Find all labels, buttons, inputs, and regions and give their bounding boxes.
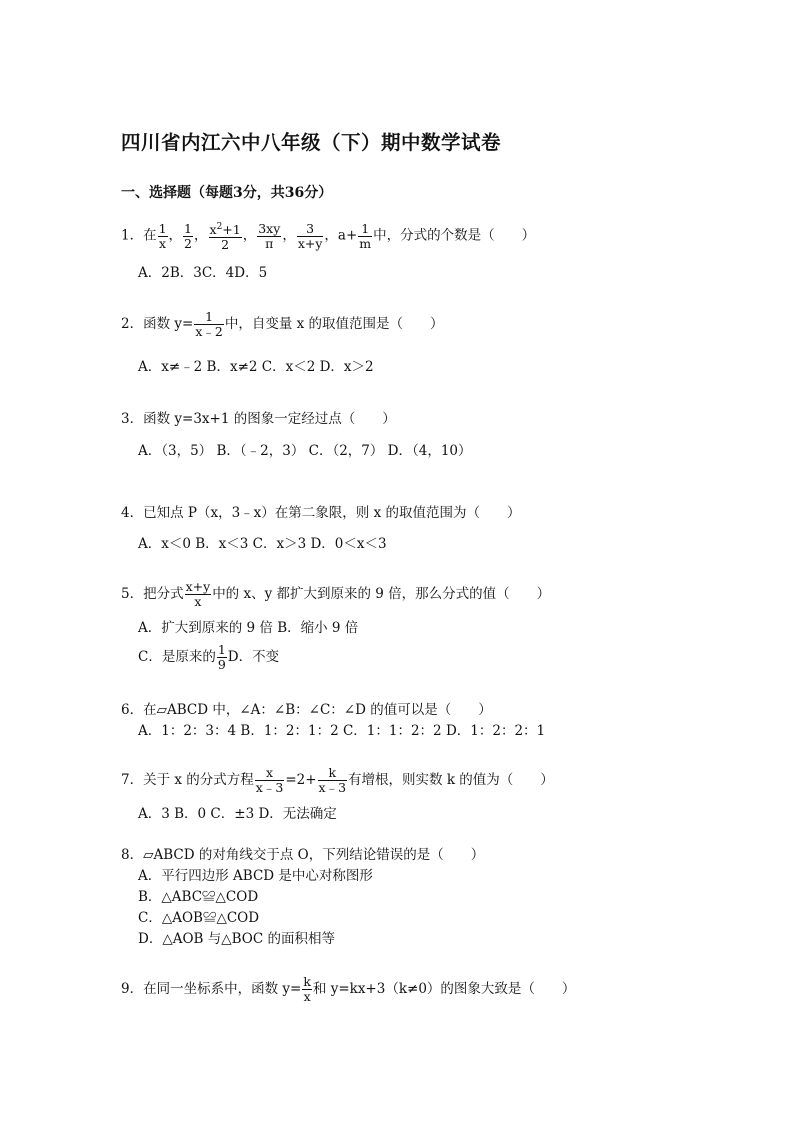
page-title: 四川省内江六中八年级（下）期中数学试卷 bbox=[121, 131, 502, 154]
question-4: 4．已知点 P（x，3﹣x）在第二象限，则 x 的取值范围为（ ） bbox=[121, 505, 521, 521]
q2-options: A．x≠﹣2 B．x≠2 C．x＜2 D．x＞2 bbox=[138, 359, 374, 375]
q1-fraction-3: $\frac{x^2+1}{2}$ bbox=[209, 222, 241, 253]
q7-options: A．3 B．0 C．±3 D．无法确定 bbox=[138, 806, 337, 822]
q1-fraction-1: $\frac{1}{x}$ bbox=[158, 220, 167, 251]
q1-fraction-4: $\frac{3xy}{\pi}$ bbox=[258, 220, 281, 251]
q4-options: A．x＜0 B．x＜3 C．x＞3 D．0＜x＜3 bbox=[138, 536, 387, 552]
section-heading: 一、选择题（每题3分，共36分） bbox=[121, 185, 333, 201]
q6-options: A．1：2：3：4 B．1：2：1：2 C．1：1：2：2 D．1：2：2：1 bbox=[138, 723, 546, 739]
q8-option-a: A．平行四边形 ABCD 是中心对称图形 bbox=[138, 868, 373, 884]
q1-fraction-6: $\frac{1}{m}$ bbox=[359, 220, 372, 251]
question-1: 1．在 $\frac{1}{x}$ ， $\frac{1}{2}$ ， $\frac{x^2+1}{2}$ ， $\frac{3xy}{\pi}$ ， $\frac{3}{x+y}$ ，a+ $\frac{1}{m}$ 中，分式的个数是（ ） bbox=[121, 220, 536, 253]
question-6: 6．在▱ABCD 中，∠A：∠B：∠C：∠D 的值可以是（ ） bbox=[121, 702, 492, 718]
question-3: 3．函数 y=3x+1 的图象一定经过点（ ） bbox=[121, 411, 396, 427]
q3-options: A．（3，5） B．（﹣2，3） C．（2，7） D．（4，10） bbox=[138, 443, 472, 459]
q1-fraction-5: $\frac{3}{x+y}$ bbox=[297, 220, 323, 251]
q8-option-c: C．△AOB≌△COD bbox=[138, 910, 260, 926]
q5-option-c-fraction: $\frac{1}{9}$ bbox=[217, 642, 226, 672]
q8-option-b: B．△ABC≌△COD bbox=[138, 889, 259, 905]
q9-fraction: $\frac{k}{x}$ bbox=[303, 974, 311, 1004]
q5-options-ab: A．扩大到原来的 9 倍 B．缩小 9 倍 bbox=[138, 620, 359, 636]
q5-options-cd: C．是原来的 $\frac{1}{9}$ D．不变 bbox=[138, 642, 280, 672]
q1-options: A．2B．3C．4D．5 bbox=[138, 265, 268, 281]
question-2: 2．函数 y= $\frac{1}{x﹣2}$ 中，自变量 x 的取值范围是（ ） bbox=[121, 309, 444, 339]
question-5: 5．把分式 $\frac{x+y}{x}$ 中的 x、y 都扩大到原来的 9 倍，那么分式的值（ ） bbox=[121, 579, 551, 609]
q7-fraction-2: $\frac{k}{x﹣3}$ bbox=[318, 765, 347, 795]
q5-fraction: $\frac{x+y}{x}$ bbox=[185, 579, 211, 609]
q7-fraction-1: $\frac{x}{x﹣3}$ bbox=[255, 765, 284, 795]
question-9: 9．在同一坐标系中，函数 y= $\frac{k}{x}$ 和 y=kx+3（k≠0）的图象大致是（ ） bbox=[121, 974, 576, 1004]
q1-suffix: 中，分式的个数是（ ） bbox=[373, 227, 536, 244]
q1-prefix: 1．在 bbox=[121, 227, 157, 244]
q2-fraction: $\frac{1}{x﹣2}$ bbox=[195, 309, 223, 339]
q1-fraction-2: $\frac{1}{2}$ bbox=[184, 220, 192, 251]
question-8: 8．▱ABCD 的对角线交于点 O，下列结论错误的是（ ） bbox=[121, 847, 485, 863]
q8-option-d: D．△AOB 与△BOC 的面积相等 bbox=[138, 931, 335, 947]
question-7: 7．关于 x 的分式方程 $\frac{x}{x﹣3}$ =2+ $\frac{k}{x﹣3}$ 有增根，则实数 k 的值为（ ） bbox=[121, 765, 554, 795]
